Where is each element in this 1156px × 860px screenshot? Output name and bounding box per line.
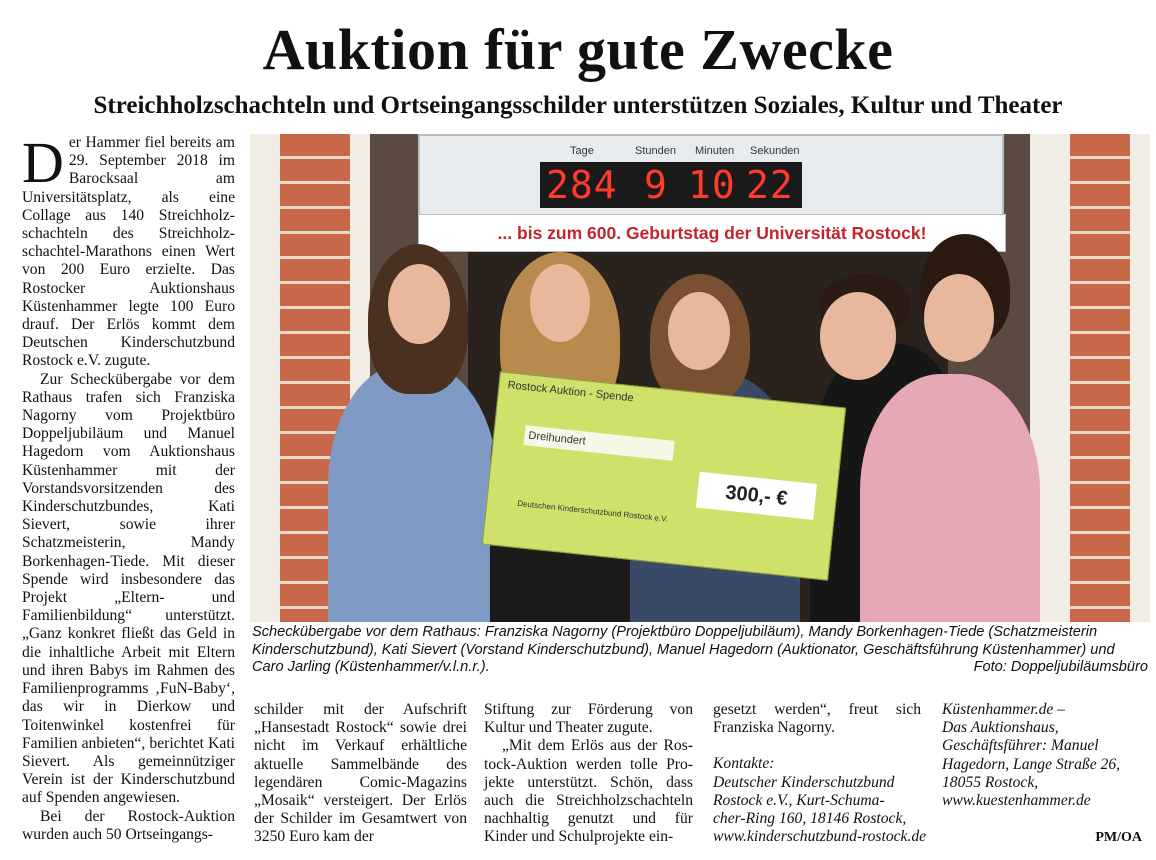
article-column-1 [22,130,235,844]
paragraph-2: Zur Scheckübergabe vor dem Rathaus trafen sich Franziska Nagorny vom Projektbüro Doppeljubiläum und Manuel Hagedorn vom Auktionshaus Küstenhammer mit der Vorstandsvorsitzenden des Kinderschutzbundes, Kati Sievert, sowie ihrer Schatzmeisterin, Mandy Borkenhagen-Tiede. Mit dieser Spende wird insbesondere das Projekt „Eltern- und Familienbildung“ unterstützt. „Ganz konkret fließt das Geld in die inhaltliche Arbeit mit Eltern und ihren Babys im Rahmen des Familienprogramms ‚FuN-Baby‘, das wir in Dierkow und Toitenwinkel kostenfrei für Familien anbieten“, berichtet Kati Sievert. Als gemeinnütziger Verein ist der Kinderschutzbund auf Spenden angewiesen. [22,370,235,807]
countdown-minutes: 10 [688,163,736,207]
person-2-face [530,264,590,342]
countdown-days: 284 [546,163,618,207]
info-link[interactable]: www.kuestenhammer.de [942,792,1091,810]
countdown-label-minutes: Minuten [695,145,735,157]
anniversary-banner: ... bis zum 600. Geburtstag der Universität Rostock! [418,214,1006,252]
column-2-text: schilder mit der Aufschrift „Hansestadt Rostock“ sowie drei nicht im Verkauf erhältliche aktuelle Sammelbände des legendären Comic-Magazins „Mosaik“ versteigert. Der Erlös der Schilder im Gesamtwert von 3250 Euro kam der [254,701,467,846]
caption-text: Scheckübergabe vor dem Rathaus: Franziska Nagorny (Projektbüro Doppeljubiläum), Mandy Borkenhagen-Tiede (Schatzmeisterin Kinderschutzbund), Kati Sievert (Vorstand Kinderschutzbund), Manuel Hagedorn (Auktionator, Geschäftsführung Küstenhammer) und Caro Jarling (Küstenhammer/v.l.n.r.). [252,624,1115,675]
article-column-3 [484,701,693,847]
photo-credit: Foto: Doppeljubiläumsbüro [973,659,1148,675]
column-4-text: gesetzt werden“, freut sich Franziska Nagorny. [713,701,921,737]
auction-house-info [942,701,1142,810]
contacts-block [713,755,927,846]
author-signoff: PM/OA [1095,830,1142,845]
person-5 [860,374,1040,622]
countdown-seconds: 22 [746,163,794,207]
dropcap: D [22,130,64,195]
check-words-field [523,425,674,461]
check-recipient: Deutschen Kinderschutzbund Rostock e.V. [516,498,669,524]
check-amount: 300,- € [696,472,817,520]
person-4-face [820,292,896,380]
info-line: Küstenhammer.de – [942,701,1066,718]
contacts-heading: Kontakte: [713,755,775,773]
column-3-text-a: Stiftung zur Förderung von Kultur und Theater zugute. [484,701,693,737]
person-1-face [388,264,450,344]
check-words: Dreihundert [527,429,587,448]
photo-caption [252,624,1148,677]
brick-pilaster-right [1070,134,1130,622]
info-line: 18055 Rostock, [942,773,1039,791]
article-column-2 [254,701,467,847]
countdown-board [540,162,802,208]
subheadline: Streichholzschachteln und Ortseingangsschilder unterstützen Soziales, Kultur und Theater [93,92,1063,119]
person-5-face [924,274,994,362]
article-photo [250,134,1150,622]
info-line: Das Auktionshaus, [942,719,1059,737]
article-column-4 [713,701,927,846]
info-line: Hagedorn, Lange Straße 26, [942,755,1121,773]
contacts-line: cher-Ring 160, 18146 Rostock, [713,810,907,828]
contacts-line: Deutscher Kinderschutzbund [713,773,895,791]
donation-check [482,371,846,580]
check-title: Rostock Auktion - Spende [507,379,635,405]
countdown-label-days: Tage [570,145,594,157]
paragraph-1 [22,130,235,371]
countdown-label-hours: Stunden [635,145,676,157]
person-1 [328,364,498,622]
paragraph-1-text: er Hammer fiel bereits am 29. September 2018 im Barocksaal am Universitätsplatz, als eine Collage aus 140 Streichholzschachteln des Streichholzschachtel-Marathons einen Wert von 200 Euro erzielte. Das Rostocker Auktionshaus Küstenhammer legte 100 Euro drauf. Der Erlös kommt dem Deutschen Kinderschutzbund Rostock e.V. zugute. [22,134,235,370]
column-3-text-b: „Mit dem Erlös aus der Rostock-Auktion werden tolle Projekte unterstützt. Schön, dass auch die Streichholzschachteln nachhaltig genutzt und für Kinder und Schulprojekte ein- [484,737,693,846]
contacts-line: Rostock e.V., Kurt-Schuma- [713,791,885,809]
person-3-face [668,292,730,370]
countdown-hours: 9 [644,163,668,207]
paragraph-3: Bei der Rostock-Auktion wurden auch 50 Ortseingangs- [22,807,235,843]
info-line: Geschäftsführer: Manuel [942,737,1099,755]
headline: Auktion für gute Zwecke [262,17,894,82]
contacts-link[interactable]: www.kinderschutzbund-rostock.de [713,828,927,846]
countdown-label-seconds: Sekunden [750,145,800,157]
